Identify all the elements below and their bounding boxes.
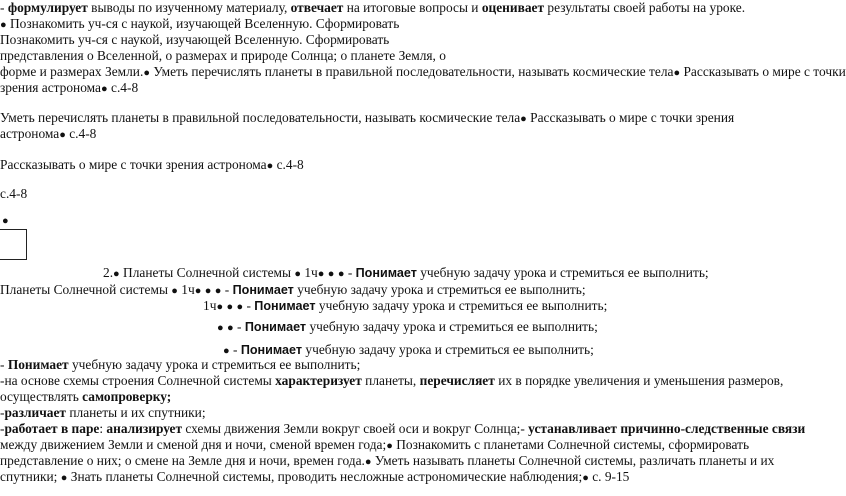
text-line-selfcheck: осуществлять самопроверку; bbox=[0, 389, 172, 404]
bullet-icon: ● bbox=[386, 440, 393, 452]
text-line-distinguishes: -различает планеты и их спутники; bbox=[0, 405, 206, 420]
bullet-icon: ● bbox=[171, 285, 178, 297]
bullet-icon: ● bbox=[214, 285, 222, 297]
text-line-goal: ● Познакомить уч-ся с наукой, изучающей Вселенную. Сформировать bbox=[0, 16, 400, 31]
text-line-pages: с.4-8 bbox=[0, 186, 28, 201]
bullet-icon: ● bbox=[217, 322, 224, 334]
bullet-icon: ● bbox=[194, 285, 202, 297]
bullet-icon: ● bbox=[236, 301, 244, 313]
bullet-icon: ● bbox=[143, 67, 150, 79]
bullet-icon: ● bbox=[60, 472, 68, 484]
bullet-icon: ● bbox=[0, 19, 7, 31]
bullet-icon: ● bbox=[216, 301, 224, 313]
text-line-representation: представления о Вселенной, о размерах и природе Солнца; о планете Земля, о bbox=[0, 48, 446, 63]
text-line-scheme: -на основе схемы строения Солнечной системы характеризует планеты, перечисляет их в порядке увеличения и уменьшения размеров, bbox=[0, 373, 784, 388]
bullet-icon: ● bbox=[337, 268, 345, 280]
bullet-icon: ● bbox=[204, 285, 212, 297]
text-line-hours: 1ч● ● ● - Понимает учебную задачу урока и стремиться ее выполнить; bbox=[203, 298, 608, 313]
text-line-goal-repeat: Познакомить уч-ся с наукой, изучающей Вселенную. Сформировать bbox=[0, 32, 390, 47]
text-line-outcomes: - формулирует выводы по изученному материалу, отвечает на итоговые вопросы и оценивает результаты своей работы на уроке. bbox=[0, 0, 746, 15]
text-line-earth-shape: форме и размерах Земли.● Уметь перечислять планеты в правильной последовательности, называть космические тела● Рассказывать о мире с точки bbox=[0, 64, 846, 79]
text-line-understands-2: ● ● - Понимает учебную задачу урока и стремиться ее выполнить; bbox=[217, 319, 598, 334]
text-line-understands-1: ● - Понимает учебную задачу урока и стремиться ее выполнить; bbox=[223, 342, 594, 357]
bullet-icon: ● bbox=[673, 67, 681, 79]
bullet-icon: ● bbox=[113, 268, 120, 280]
bullet-icon: ● bbox=[2, 215, 9, 227]
text-line-tell: Рассказывать о мире с точки зрения астронома● с.4-8 bbox=[0, 157, 304, 172]
table-cell-border bbox=[0, 229, 27, 260]
text-line-skills: Уметь перечислять планеты в правильной последовательности, называть космические тела● Рассказывать о мире с точки зрения bbox=[0, 110, 735, 125]
text-line-topic-2: 2.● Планеты Солнечной системы ● 1ч● ● ● - Понимает учебную задачу урока и стремиться ее выполнить; bbox=[103, 265, 709, 280]
bullet-icon: ● bbox=[520, 113, 527, 125]
bullet-icon: ● bbox=[582, 472, 589, 484]
bullet-icon: ● bbox=[227, 322, 234, 334]
text-line-understands: - Понимает учебную задачу урока и стремиться ее выполнить; bbox=[0, 357, 361, 372]
bullet-icon: ● bbox=[101, 83, 108, 95]
text-line-pair-work: -работает в паре: анализирует схемы движения Земли вокруг своей оси и вокруг Солнца;- устанавливает причинно-следственные связи bbox=[0, 421, 806, 436]
text-line-topic-planets: Планеты Солнечной системы ● 1ч● ● ● - Понимает учебную задачу урока и стремиться ее выполнить; bbox=[0, 282, 586, 297]
bullet-icon: ● bbox=[226, 301, 234, 313]
text-line-seasons: представление о них; о смене на Земле дня и ночи, времен года.● Уметь называть планеты Солнечной системы, различать планеты и их bbox=[0, 453, 775, 468]
text-line-satellites: спутники; ● Знать планеты Солнечной системы, проводить несложные астрономические наблюдения;● с. 9-15 bbox=[0, 469, 630, 484]
bullet-icon: ● bbox=[59, 129, 66, 141]
text-line-astronomer: зрения астронома● с.4-8 bbox=[0, 80, 139, 95]
text-line-day-night: между движением Земли и сменой дня и ночи, сменой времен года;● Познакомить с планетами Солнечной системы, сформировать bbox=[0, 437, 750, 452]
text-line-astronomer-2: астронома● с.4-8 bbox=[0, 126, 97, 141]
bullet-icon: ● bbox=[266, 160, 274, 172]
bullet-icon: ● bbox=[364, 456, 372, 468]
bullet-icon: ● bbox=[317, 268, 325, 280]
bullet-icon: ● bbox=[294, 268, 301, 280]
bullet-icon: ● bbox=[327, 268, 335, 280]
bullet-icon: ● bbox=[223, 345, 230, 357]
